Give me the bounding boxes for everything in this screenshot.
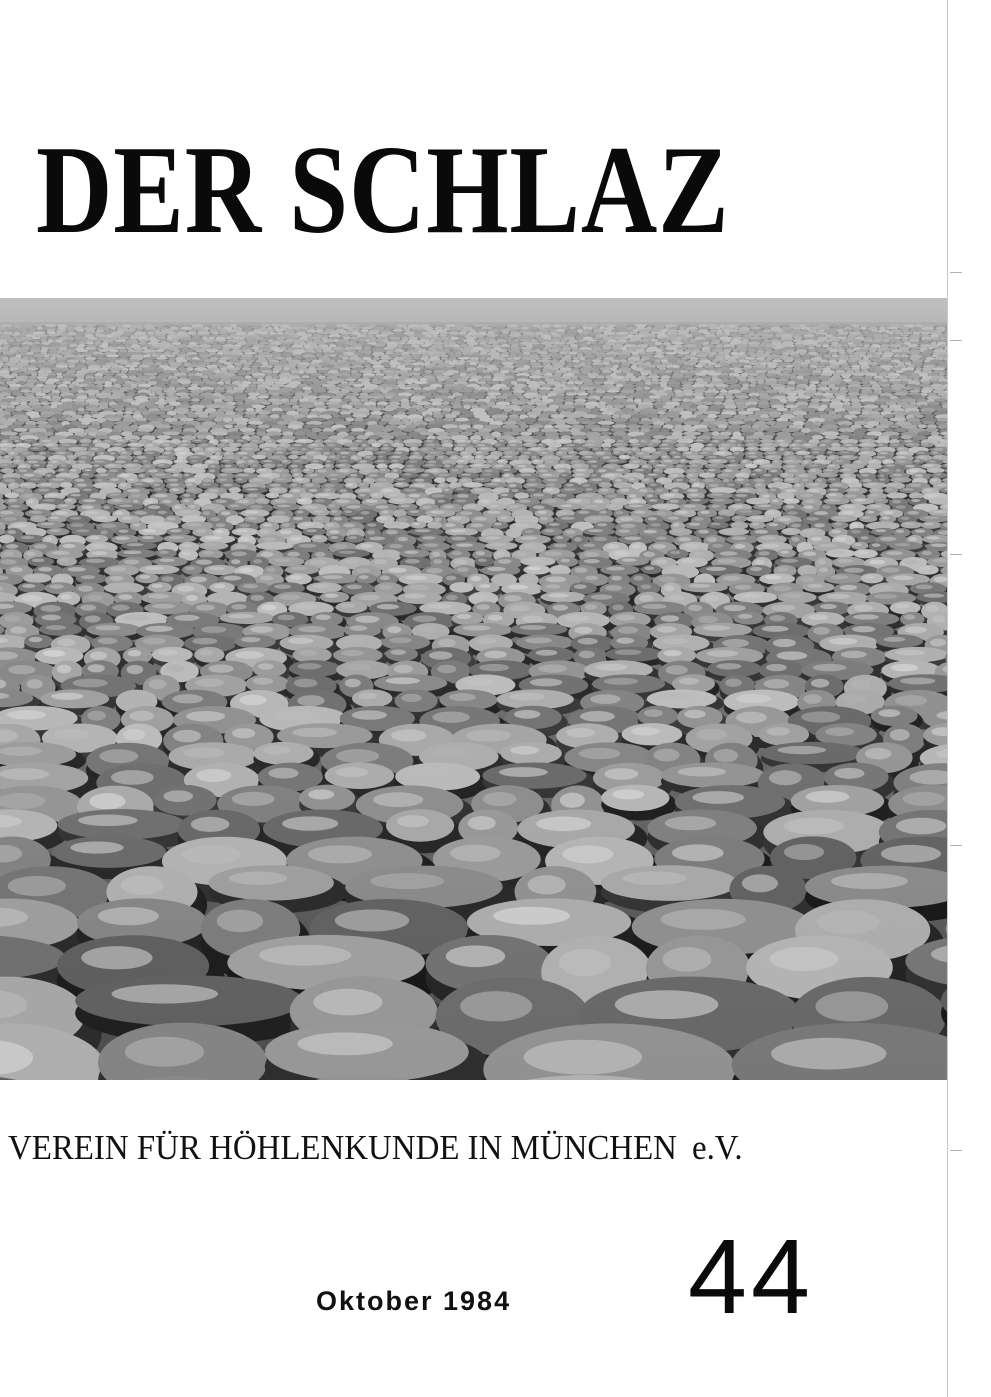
society-name-text: VEREIN FÜR HÖHLENKUNDE IN MÜNCHEN [8,1128,677,1167]
society-suffix: e.V. [691,1128,743,1167]
issue-date: Oktober 1984 [316,1286,512,1316]
page-edge-line [947,0,948,1397]
magazine-title: DER SCHLAZ [36,121,730,260]
page-edge-mark [950,554,962,555]
issue-number: 44 [688,1218,814,1336]
society-name [8,1128,743,1168]
page-edge-mark [950,845,962,846]
page-edge-mark [950,272,962,273]
cover-photo [0,298,947,1080]
page-edge-mark [950,340,962,341]
page-edge-mark [950,1150,962,1151]
